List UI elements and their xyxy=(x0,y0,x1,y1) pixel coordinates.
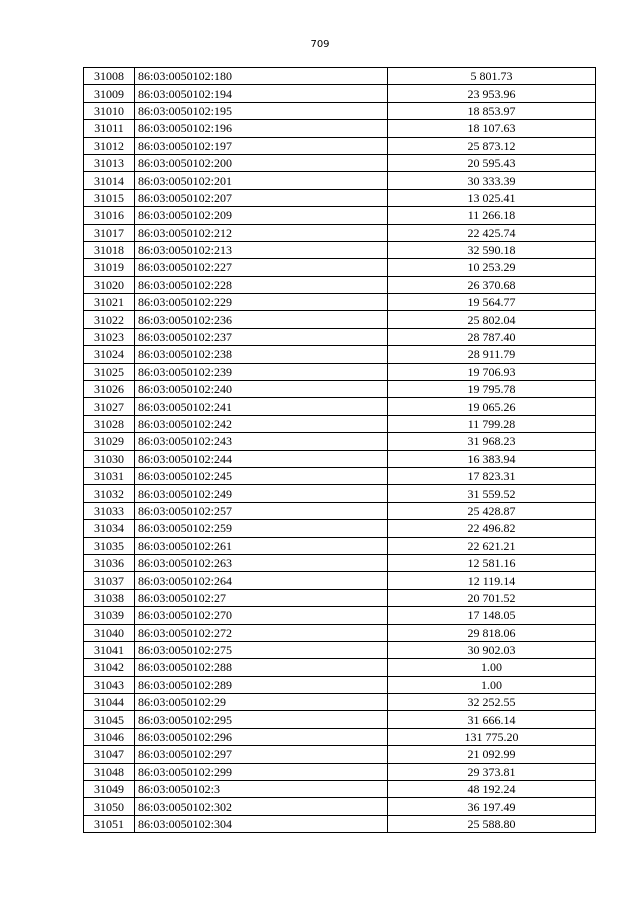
row-number-cell: 31020 xyxy=(84,276,135,293)
table-row xyxy=(84,294,596,311)
cadastral-number-cell: 86:03:0050102:194 xyxy=(135,85,388,102)
cadastral-number-cell: 86:03:0050102:227 xyxy=(135,259,388,276)
area-value-cell: 18 107.63 xyxy=(388,120,596,137)
table-row xyxy=(84,798,596,815)
table-row xyxy=(84,781,596,798)
row-number-cell: 31034 xyxy=(84,520,135,537)
cadastral-number-cell: 86:03:0050102:237 xyxy=(135,328,388,345)
area-value-cell: 5 801.73 xyxy=(388,68,596,85)
row-number-cell: 31030 xyxy=(84,450,135,467)
area-value-cell: 48 192.24 xyxy=(388,781,596,798)
area-value-cell: 29 818.06 xyxy=(388,624,596,641)
row-number-cell: 31013 xyxy=(84,154,135,171)
area-value-cell: 11 799.28 xyxy=(388,415,596,432)
table-row xyxy=(84,346,596,363)
cadastral-number-cell: 86:03:0050102:289 xyxy=(135,676,388,693)
cadastral-number-cell: 86:03:0050102:263 xyxy=(135,554,388,571)
cadastral-number-cell: 86:03:0050102:296 xyxy=(135,728,388,745)
row-number-cell: 31048 xyxy=(84,763,135,780)
area-value-cell: 25 873.12 xyxy=(388,137,596,154)
area-value-cell: 22 425.74 xyxy=(388,224,596,241)
row-number-cell: 31024 xyxy=(84,346,135,363)
cadastral-number-cell: 86:03:0050102:200 xyxy=(135,154,388,171)
cadastral-number-cell: 86:03:0050102:209 xyxy=(135,207,388,224)
cadastral-number-cell: 86:03:0050102:257 xyxy=(135,502,388,519)
area-value-cell: 131 775.20 xyxy=(388,728,596,745)
cadastral-number-cell: 86:03:0050102:239 xyxy=(135,363,388,380)
row-number-cell: 31028 xyxy=(84,415,135,432)
area-value-cell: 13 025.41 xyxy=(388,189,596,206)
row-number-cell: 31023 xyxy=(84,328,135,345)
row-number-cell: 31016 xyxy=(84,207,135,224)
table-row xyxy=(84,259,596,276)
table-row xyxy=(84,763,596,780)
page-number: 709 xyxy=(310,39,330,50)
cadastral-number-cell: 86:03:0050102:238 xyxy=(135,346,388,363)
area-value-cell: 31 559.52 xyxy=(388,485,596,502)
table-row xyxy=(84,624,596,641)
table-row xyxy=(84,241,596,258)
area-value-cell: 19 795.78 xyxy=(388,381,596,398)
area-value-cell: 30 333.39 xyxy=(388,172,596,189)
row-number-cell: 31025 xyxy=(84,363,135,380)
area-value-cell: 20 701.52 xyxy=(388,589,596,606)
row-number-cell: 31041 xyxy=(84,641,135,658)
cadastral-number-cell: 86:03:0050102:207 xyxy=(135,189,388,206)
table-row xyxy=(84,815,596,832)
cadastral-number-cell: 86:03:0050102:29 xyxy=(135,694,388,711)
area-value-cell: 12 581.16 xyxy=(388,554,596,571)
cadastral-number-cell: 86:03:0050102:270 xyxy=(135,607,388,624)
cadastral-number-cell: 86:03:0050102:302 xyxy=(135,798,388,815)
table-row xyxy=(84,589,596,606)
row-number-cell: 31038 xyxy=(84,589,135,606)
row-number-cell: 31044 xyxy=(84,694,135,711)
row-number-cell: 31032 xyxy=(84,485,135,502)
cadastral-number-cell: 86:03:0050102:297 xyxy=(135,746,388,763)
area-value-cell: 30 902.03 xyxy=(388,641,596,658)
cadastral-number-cell: 86:03:0050102:259 xyxy=(135,520,388,537)
area-value-cell: 21 092.99 xyxy=(388,746,596,763)
area-value-cell: 1.00 xyxy=(388,676,596,693)
row-number-cell: 31011 xyxy=(84,120,135,137)
area-value-cell: 18 853.97 xyxy=(388,102,596,119)
area-value-cell: 25 428.87 xyxy=(388,502,596,519)
area-value-cell: 20 595.43 xyxy=(388,154,596,171)
table-row xyxy=(84,572,596,589)
area-value-cell: 28 911.79 xyxy=(388,346,596,363)
table-row xyxy=(84,711,596,728)
row-number-cell: 31049 xyxy=(84,781,135,798)
cadastral-number-cell: 86:03:0050102:195 xyxy=(135,102,388,119)
table-row xyxy=(84,68,596,85)
area-value-cell: 22 621.21 xyxy=(388,537,596,554)
area-value-cell: 1.00 xyxy=(388,659,596,676)
table-row xyxy=(84,433,596,450)
area-value-cell: 17 823.31 xyxy=(388,467,596,484)
table-row xyxy=(84,607,596,624)
table-row xyxy=(84,554,596,571)
cadastral-number-cell: 86:03:0050102:275 xyxy=(135,641,388,658)
row-number-cell: 31018 xyxy=(84,241,135,258)
row-number-cell: 31029 xyxy=(84,433,135,450)
table-row xyxy=(84,85,596,102)
table-row xyxy=(84,537,596,554)
row-number-cell: 31031 xyxy=(84,467,135,484)
row-number-cell: 31019 xyxy=(84,259,135,276)
cadastral-number-cell: 86:03:0050102:242 xyxy=(135,415,388,432)
cadastral-number-cell: 86:03:0050102:295 xyxy=(135,711,388,728)
row-number-cell: 31008 xyxy=(84,68,135,85)
table-row xyxy=(84,485,596,502)
area-value-cell: 22 496.82 xyxy=(388,520,596,537)
cadastral-number-cell: 86:03:0050102:272 xyxy=(135,624,388,641)
table-row xyxy=(84,450,596,467)
table-row xyxy=(84,659,596,676)
area-value-cell: 10 253.29 xyxy=(388,259,596,276)
area-value-cell: 32 590.18 xyxy=(388,241,596,258)
row-number-cell: 31040 xyxy=(84,624,135,641)
cadastral-number-cell: 86:03:0050102:304 xyxy=(135,815,388,832)
cadastral-number-cell: 86:03:0050102:228 xyxy=(135,276,388,293)
table-row xyxy=(84,398,596,415)
cadastral-number-cell: 86:03:0050102:201 xyxy=(135,172,388,189)
area-value-cell: 36 197.49 xyxy=(388,798,596,815)
cadastral-number-cell: 86:03:0050102:236 xyxy=(135,311,388,328)
cadastral-number-cell: 86:03:0050102:245 xyxy=(135,467,388,484)
cadastral-number-cell: 86:03:0050102:249 xyxy=(135,485,388,502)
table-row xyxy=(84,728,596,745)
table-row xyxy=(84,311,596,328)
area-value-cell: 31 968.23 xyxy=(388,433,596,450)
cadastral-number-cell: 86:03:0050102:27 xyxy=(135,589,388,606)
parcel-table xyxy=(83,67,596,833)
row-number-cell: 31022 xyxy=(84,311,135,328)
cadastral-number-cell: 86:03:0050102:212 xyxy=(135,224,388,241)
cadastral-number-cell: 86:03:0050102:288 xyxy=(135,659,388,676)
row-number-cell: 31033 xyxy=(84,502,135,519)
row-number-cell: 31042 xyxy=(84,659,135,676)
row-number-cell: 31045 xyxy=(84,711,135,728)
row-number-cell: 31043 xyxy=(84,676,135,693)
area-value-cell: 23 953.96 xyxy=(388,85,596,102)
table-row xyxy=(84,381,596,398)
row-number-cell: 31015 xyxy=(84,189,135,206)
cadastral-number-cell: 86:03:0050102:196 xyxy=(135,120,388,137)
table-row xyxy=(84,415,596,432)
parcel-table-body xyxy=(84,68,596,833)
cadastral-number-cell: 86:03:0050102:240 xyxy=(135,381,388,398)
area-value-cell: 31 666.14 xyxy=(388,711,596,728)
area-value-cell: 17 148.05 xyxy=(388,607,596,624)
table-row xyxy=(84,102,596,119)
row-number-cell: 31035 xyxy=(84,537,135,554)
row-number-cell: 31026 xyxy=(84,381,135,398)
table-row xyxy=(84,120,596,137)
area-value-cell: 25 802.04 xyxy=(388,311,596,328)
table-row xyxy=(84,154,596,171)
cadastral-number-cell: 86:03:0050102:229 xyxy=(135,294,388,311)
row-number-cell: 31010 xyxy=(84,102,135,119)
table-row xyxy=(84,207,596,224)
table-row xyxy=(84,172,596,189)
table-row xyxy=(84,694,596,711)
cadastral-number-cell: 86:03:0050102:241 xyxy=(135,398,388,415)
area-value-cell: 29 373.81 xyxy=(388,763,596,780)
table-row xyxy=(84,328,596,345)
area-value-cell: 19 065.26 xyxy=(388,398,596,415)
row-number-cell: 31017 xyxy=(84,224,135,241)
area-value-cell: 19 564.77 xyxy=(388,294,596,311)
table-row xyxy=(84,520,596,537)
row-number-cell: 31051 xyxy=(84,815,135,832)
row-number-cell: 31021 xyxy=(84,294,135,311)
table-row xyxy=(84,467,596,484)
table-row xyxy=(84,676,596,693)
area-value-cell: 28 787.40 xyxy=(388,328,596,345)
row-number-cell: 31039 xyxy=(84,607,135,624)
table-row xyxy=(84,641,596,658)
row-number-cell: 31037 xyxy=(84,572,135,589)
table-row xyxy=(84,502,596,519)
row-number-cell: 31009 xyxy=(84,85,135,102)
row-number-cell: 31046 xyxy=(84,728,135,745)
cadastral-number-cell: 86:03:0050102:243 xyxy=(135,433,388,450)
table-row xyxy=(84,224,596,241)
table-row xyxy=(84,276,596,293)
table-row xyxy=(84,137,596,154)
cadastral-number-cell: 86:03:0050102:180 xyxy=(135,68,388,85)
cadastral-number-cell: 86:03:0050102:244 xyxy=(135,450,388,467)
row-number-cell: 31027 xyxy=(84,398,135,415)
area-value-cell: 12 119.14 xyxy=(388,572,596,589)
cadastral-number-cell: 86:03:0050102:3 xyxy=(135,781,388,798)
area-value-cell: 26 370.68 xyxy=(388,276,596,293)
table-row xyxy=(84,746,596,763)
cadastral-number-cell: 86:03:0050102:197 xyxy=(135,137,388,154)
row-number-cell: 31012 xyxy=(84,137,135,154)
row-number-cell: 31047 xyxy=(84,746,135,763)
table-row xyxy=(84,189,596,206)
area-value-cell: 32 252.55 xyxy=(388,694,596,711)
row-number-cell: 31050 xyxy=(84,798,135,815)
area-value-cell: 25 588.80 xyxy=(388,815,596,832)
cadastral-number-cell: 86:03:0050102:213 xyxy=(135,241,388,258)
cadastral-number-cell: 86:03:0050102:299 xyxy=(135,763,388,780)
area-value-cell: 11 266.18 xyxy=(388,207,596,224)
row-number-cell: 31014 xyxy=(84,172,135,189)
cadastral-number-cell: 86:03:0050102:264 xyxy=(135,572,388,589)
area-value-cell: 19 706.93 xyxy=(388,363,596,380)
row-number-cell: 31036 xyxy=(84,554,135,571)
area-value-cell: 16 383.94 xyxy=(388,450,596,467)
table-row xyxy=(84,363,596,380)
cadastral-number-cell: 86:03:0050102:261 xyxy=(135,537,388,554)
